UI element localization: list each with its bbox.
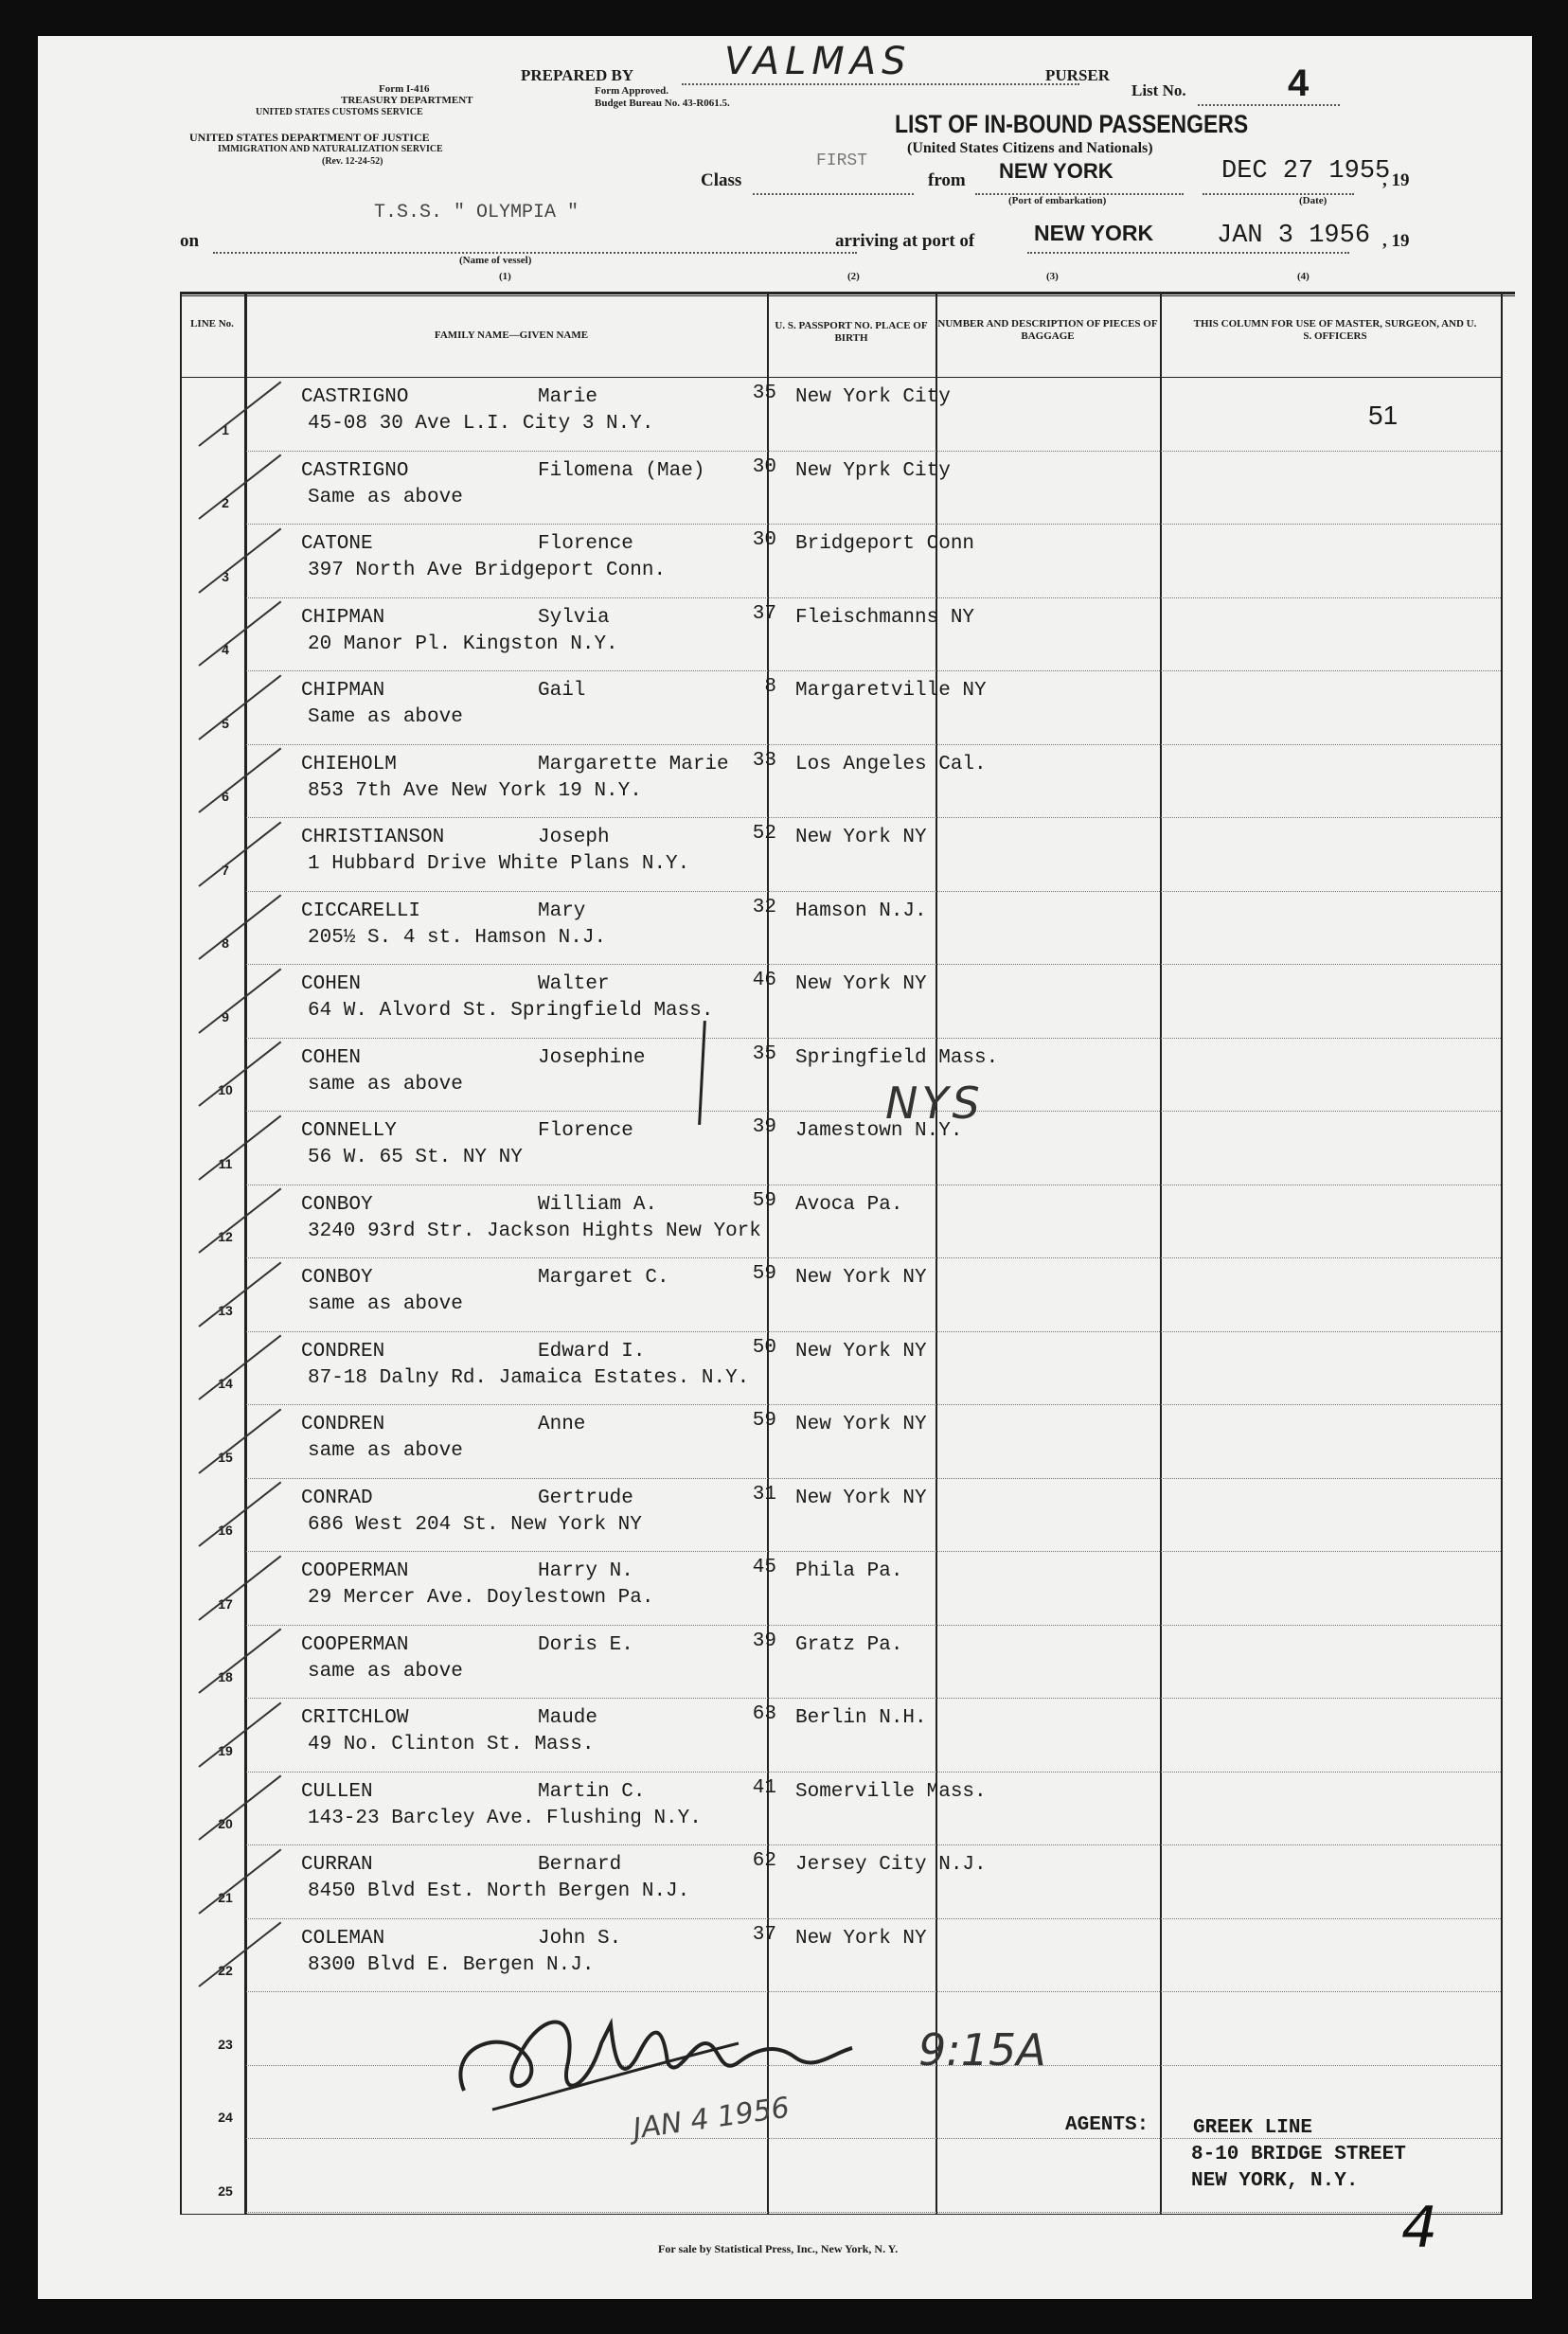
- prepared-by-line: [682, 83, 1079, 85]
- age: 32: [752, 896, 776, 918]
- purser-label: PURSER: [1045, 66, 1111, 84]
- given-name: Bernard: [538, 1854, 622, 1876]
- table-row: [38, 1040, 1532, 1114]
- age: 46: [752, 970, 776, 991]
- line-number: 14: [218, 1376, 233, 1391]
- place-of-birth: New York NY: [795, 1340, 927, 1363]
- address: same as above: [308, 1660, 463, 1683]
- arriving-label: arriving at port of: [835, 231, 975, 251]
- row-rule: [246, 964, 1501, 965]
- address: same as above: [308, 1293, 463, 1315]
- age: 45: [752, 1557, 776, 1578]
- table-bottom-border: [180, 2214, 1503, 2215]
- address: same as above: [308, 1440, 463, 1462]
- received-stamp-date: JAN 4 1956: [631, 2091, 792, 2147]
- place-of-birth: Berlin N.H.: [795, 1707, 927, 1729]
- address: 1 Hubbard Drive White Plans N.Y.: [308, 853, 690, 875]
- address: 49 No. Clinton St. Mass.: [308, 1734, 595, 1755]
- line-number: 5: [222, 715, 229, 731]
- place-of-birth: New York NY: [795, 827, 927, 848]
- col-header-passport: U. S. PASSPORT NO. PLACE OF BIRTH: [775, 320, 928, 344]
- line-number: 6: [222, 789, 229, 804]
- immigration-service: IMMIGRATION AND NATURALIZATION SERVICE: [218, 144, 443, 154]
- form-approved: Form Approved.: [595, 85, 669, 97]
- col-header-name: FAMILY NAME—GIVEN NAME: [434, 330, 589, 341]
- family-name: CICCARELLI: [301, 900, 421, 922]
- family-name: CATONE: [301, 533, 373, 555]
- row-rule: [246, 1478, 1501, 1479]
- table-row: [38, 1846, 1532, 1920]
- table-row: [38, 1186, 1532, 1260]
- table-row: [38, 1259, 1532, 1333]
- row-rule: [246, 1111, 1501, 1112]
- line-number: 3: [222, 568, 229, 584]
- family-name: CHIPMAN: [301, 606, 385, 629]
- on-label: on: [180, 231, 200, 251]
- line-number: 19: [218, 1742, 233, 1758]
- line-number: 24: [218, 2110, 233, 2125]
- agents-line-3: NEW YORK, N.Y.: [1191, 2170, 1359, 2192]
- family-name: CONBOY: [301, 1267, 373, 1289]
- age: 30: [752, 455, 776, 478]
- time-annotation: 9:15A: [918, 2024, 1046, 2076]
- list-title: LIST OF IN-BOUND PASSENGERS: [895, 110, 1249, 138]
- year-suffix: , 19: [1382, 170, 1410, 190]
- row-rule: [246, 744, 1501, 745]
- vessel-line: [213, 252, 857, 254]
- family-name: COHEN: [301, 1046, 362, 1069]
- list-no-line: [1198, 104, 1340, 106]
- address: 56 W. 65 St. NY NY: [308, 1147, 523, 1168]
- place-of-birth: Margaretville NY: [795, 680, 987, 702]
- table-row: [38, 1113, 1532, 1186]
- col-number-1: (1): [499, 271, 511, 282]
- place-of-birth: Jersey City N.J.: [795, 1854, 987, 1876]
- address: 3240 93rd Str. Jackson Hights New York: [308, 1220, 761, 1242]
- table-row: [38, 526, 1532, 599]
- family-name: CASTRIGNO: [301, 386, 409, 408]
- age: 59: [752, 1410, 776, 1432]
- address: 853 7th Ave New York 19 N.Y.: [308, 779, 642, 802]
- col-number-3: (3): [1046, 271, 1059, 282]
- prepared-by-value: VALMAS: [724, 40, 912, 83]
- table-row: [38, 1406, 1532, 1480]
- date-caption: (Date): [1299, 195, 1327, 206]
- given-name: Mary: [538, 900, 586, 922]
- place-of-birth: Avoca Pa.: [795, 1193, 903, 1216]
- budget-bureau: Budget Bureau No. 43-R061.5.: [595, 98, 730, 109]
- table-row: [38, 1480, 1532, 1554]
- line-number: 17: [218, 1595, 233, 1612]
- age: 62: [752, 1850, 776, 1872]
- line-number: 9: [222, 1008, 229, 1024]
- family-name: CONRAD: [301, 1487, 373, 1509]
- page-mark: 4: [1401, 2195, 1438, 2261]
- age: 52: [752, 823, 776, 845]
- treasury-department: TREASURY DEPARTMENT: [341, 95, 473, 106]
- given-name: Filomena (Mae): [538, 459, 705, 482]
- row-rule: [246, 1698, 1501, 1699]
- list-subtitle: (United States Citizens and Nationals): [907, 140, 1153, 156]
- table-row: [38, 599, 1532, 673]
- row-rule: [246, 891, 1501, 892]
- age: 8: [764, 676, 776, 698]
- table-row: [38, 819, 1532, 893]
- given-name: Anne: [538, 1414, 586, 1435]
- row-rule: [246, 2138, 1501, 2139]
- age: 35: [752, 1042, 776, 1065]
- given-name: Florence: [538, 1120, 633, 1142]
- row-rule: [246, 1038, 1501, 1039]
- row-rule: [246, 1918, 1501, 1919]
- address: 45-08 30 Ave L.I. City 3 N.Y.: [308, 413, 654, 435]
- row-rule: [246, 1551, 1501, 1552]
- address: Same as above: [308, 706, 463, 728]
- col-header-officers: THIS COLUMN FOR USE OF MASTER, SURGEON, AND U. S. OFFICERS: [1193, 318, 1477, 342]
- address: 205½ S. 4 st. Hamson N.J.: [308, 926, 607, 949]
- line-number: 25: [218, 2183, 233, 2199]
- row-rule: [246, 524, 1501, 525]
- address: 29 Mercer Ave. Doylestown Pa.: [308, 1587, 654, 1609]
- place-of-birth: New York NY: [795, 1267, 927, 1289]
- table-row: [38, 1920, 1532, 1994]
- family-name: COHEN: [301, 973, 362, 995]
- table-row: [38, 453, 1532, 526]
- place-of-birth: Springfield Mass.: [795, 1046, 999, 1069]
- line-number: 2: [222, 495, 229, 510]
- arrival-line: [1027, 252, 1349, 254]
- line-number: 12: [218, 1229, 233, 1244]
- given-name: William A.: [538, 1193, 658, 1216]
- address: 20 Manor Pl. Kingston N.Y.: [308, 632, 618, 655]
- address: 686 West 204 St. New York NY: [308, 1513, 642, 1536]
- table-row: [38, 1333, 1532, 1407]
- passenger-list-sheet: [38, 36, 1532, 2299]
- family-name: CHIPMAN: [301, 680, 385, 702]
- age: 33: [752, 749, 776, 772]
- class-line: [753, 193, 914, 195]
- age: 39: [752, 1116, 776, 1138]
- table-row: [38, 966, 1532, 1040]
- agents-line-1: GREEK LINE: [1193, 2117, 1313, 2139]
- nys-annotation: NYS: [885, 1078, 984, 1129]
- table-row: [38, 379, 1532, 453]
- footer-printer: For sale by Statistical Press, Inc., New York, N. Y.: [658, 2242, 899, 2255]
- vessel-name: T.S.S. " OLYMPIA ": [374, 202, 579, 223]
- family-name: COOPERMAN: [301, 1633, 409, 1656]
- row-rule: [246, 1404, 1501, 1405]
- date-line: [1203, 193, 1354, 195]
- family-name: CULLEN: [301, 1780, 373, 1803]
- line-number: 16: [218, 1523, 233, 1538]
- table-row: [38, 1700, 1532, 1773]
- family-name: CONDREN: [301, 1414, 385, 1435]
- col-header-line-no: LINE No.: [190, 318, 234, 330]
- col-number-2: (2): [847, 271, 860, 282]
- place-of-birth: New York NY: [795, 1927, 927, 1950]
- given-name: Marie: [538, 386, 598, 408]
- row-rule: [246, 1844, 1501, 1845]
- list-no-label: List No.: [1131, 81, 1186, 99]
- age: 30: [752, 529, 776, 551]
- agents-label: AGENTS:: [1065, 2114, 1149, 2136]
- age: 31: [752, 1483, 776, 1506]
- row-rule: [246, 1257, 1501, 1258]
- row-rule: [246, 1772, 1501, 1773]
- vessel-caption: (Name of vessel): [459, 255, 532, 266]
- address: 87-18 Dalny Rd. Jamaica Estates. N.Y.: [308, 1366, 750, 1389]
- given-name: Maude: [538, 1707, 598, 1729]
- line-number: 20: [218, 1816, 233, 1831]
- family-name: CONBOY: [301, 1193, 373, 1216]
- place-of-birth: Jamestown N.Y.: [795, 1120, 963, 1142]
- place-of-birth: Phila Pa.: [795, 1560, 903, 1582]
- family-name: COOPERMAN: [301, 1560, 409, 1582]
- family-name: CHIEHOLM: [301, 753, 397, 775]
- given-name: Doris E.: [538, 1633, 633, 1656]
- age: 41: [752, 1776, 776, 1799]
- line-number: 18: [218, 1669, 233, 1684]
- table-row: [38, 1773, 1532, 1847]
- port-of-arrival: NEW YORK: [1034, 221, 1154, 245]
- officer-note: 51: [1368, 401, 1399, 430]
- given-name: Sylvia: [538, 606, 610, 629]
- row-rule: [246, 670, 1501, 671]
- line-number: 15: [218, 1449, 233, 1465]
- port-embarkation-caption: (Port of embarkation): [1008, 195, 1107, 206]
- row-rule: [246, 1331, 1501, 1332]
- given-name: Martin C.: [538, 1780, 646, 1803]
- form-id: Form I-416: [379, 83, 430, 95]
- place-of-birth: Fleischmanns NY: [795, 606, 975, 629]
- age: 39: [752, 1630, 776, 1652]
- line-number: 8: [222, 935, 229, 951]
- address: 64 W. Alvord St. Springfield Mass.: [308, 1000, 714, 1022]
- given-name: Gertrude: [538, 1487, 633, 1509]
- place-of-birth: Los Angeles Cal.: [795, 753, 987, 775]
- line-number: 10: [218, 1082, 233, 1097]
- family-name: CHRISTIANSON: [301, 827, 445, 848]
- place-of-birth: New York NY: [795, 1487, 927, 1509]
- revision: (Rev. 12-24-52): [322, 156, 383, 167]
- agents-line-2: 8-10 BRIDGE STREET: [1191, 2144, 1406, 2165]
- family-name: CONNELLY: [301, 1120, 397, 1142]
- arrival-date: JAN 3 1956: [1217, 222, 1371, 250]
- header-bottom-border: [180, 377, 1503, 378]
- table-row: [38, 893, 1532, 967]
- table-row: [38, 746, 1532, 820]
- place-of-birth: Hamson N.J.: [795, 900, 927, 922]
- place-of-birth: Bridgeport Conn: [795, 533, 975, 555]
- address: 143-23 Barcley Ave. Flushing N.Y.: [308, 1807, 702, 1829]
- row-rule: [246, 2212, 1501, 2213]
- line-number: 23: [218, 2036, 233, 2052]
- family-name: CONDREN: [301, 1340, 385, 1363]
- embarkation-date: DEC 27 1955: [1221, 157, 1391, 186]
- class-value: FIRST: [816, 151, 868, 170]
- customs-service: UNITED STATES CUSTOMS SERVICE: [256, 107, 423, 117]
- place-of-birth: New York NY: [795, 973, 927, 995]
- family-name: CURRAN: [301, 1854, 373, 1876]
- col-number-4: (4): [1297, 271, 1310, 282]
- table-row: [38, 1627, 1532, 1701]
- age: 59: [752, 1189, 776, 1212]
- family-name: CASTRIGNO: [301, 459, 409, 482]
- row-rule: [246, 817, 1501, 818]
- address: 397 North Ave Bridgeport Conn.: [308, 560, 667, 581]
- given-name: Walter: [538, 973, 610, 995]
- given-name: Margaret C.: [538, 1267, 669, 1289]
- line-number: 1: [222, 421, 229, 437]
- address: same as above: [308, 1073, 463, 1096]
- given-name: Josephine: [538, 1046, 646, 1069]
- given-name: Margarette Marie: [538, 753, 729, 775]
- age: 37: [752, 1923, 776, 1946]
- given-name: Joseph: [538, 827, 610, 848]
- address: 8300 Blvd E. Bergen N.J.: [308, 1953, 595, 1976]
- row-rule: [246, 597, 1501, 598]
- from-label: from: [928, 170, 966, 190]
- table-row: [38, 672, 1532, 746]
- place-of-birth: New York City: [795, 386, 951, 408]
- place-of-birth: New Yprk City: [795, 459, 951, 482]
- family-name: COLEMAN: [301, 1927, 385, 1950]
- place-of-birth: Somerville Mass.: [795, 1780, 987, 1803]
- prepared-by-label: PREPARED BY: [521, 66, 634, 84]
- line-number: 22: [218, 1963, 233, 1978]
- row-rule: [246, 451, 1501, 452]
- address: 8450 Blvd Est. North Bergen N.J.: [308, 1880, 690, 1902]
- list-no-value: 4: [1288, 62, 1310, 104]
- age: 50: [752, 1336, 776, 1359]
- given-name: Harry N.: [538, 1560, 633, 1582]
- row-rule: [246, 1625, 1501, 1626]
- given-name: Florence: [538, 533, 633, 555]
- line-number: 4: [222, 642, 229, 657]
- line-number: 21: [218, 1889, 233, 1905]
- table-row: [38, 1553, 1532, 1627]
- place-of-birth: New York NY: [795, 1414, 927, 1435]
- age: 63: [752, 1703, 776, 1725]
- given-name: Edward I.: [538, 1340, 646, 1363]
- age: 35: [752, 383, 776, 404]
- line-number: 7: [222, 862, 229, 878]
- given-name: John S.: [538, 1927, 622, 1950]
- department-of-justice: UNITED STATES DEPARTMENT OF JUSTICE: [189, 131, 430, 144]
- given-name: Gail: [538, 680, 586, 702]
- col-header-baggage: NUMBER AND DESCRIPTION OF PIECES OF BAGGAGE: [937, 318, 1158, 342]
- age: 59: [752, 1263, 776, 1285]
- place-of-birth: Gratz Pa.: [795, 1633, 903, 1656]
- line-number: 11: [218, 1155, 233, 1171]
- table-top-border: [180, 292, 1515, 294]
- class-label: Class: [701, 170, 742, 190]
- address: Same as above: [308, 486, 463, 508]
- family-name: CRITCHLOW: [301, 1707, 409, 1729]
- arrival-year-suffix: , 19: [1382, 231, 1410, 251]
- line-number: 13: [218, 1302, 233, 1318]
- port-of-embarkation: NEW YORK: [999, 159, 1114, 183]
- age: 37: [752, 602, 776, 625]
